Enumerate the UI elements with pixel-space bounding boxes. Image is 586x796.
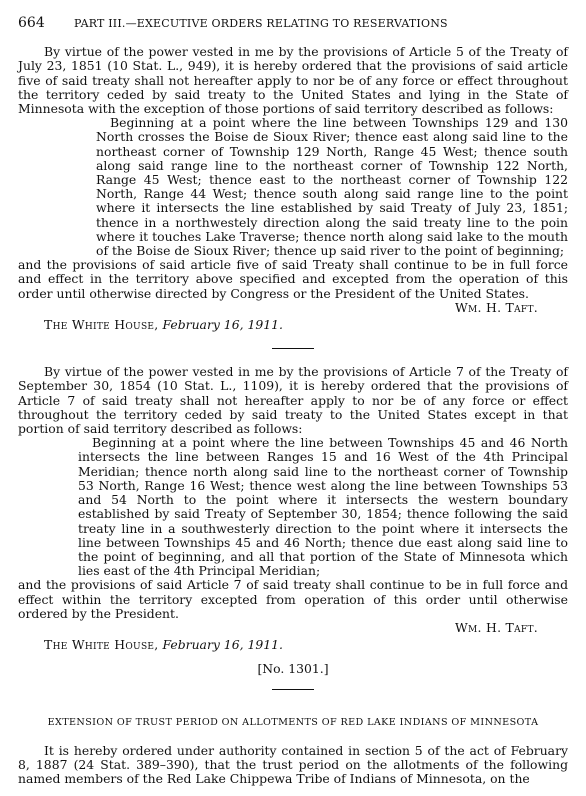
dateline — [18, 638, 568, 652]
order-1301 — [18, 716, 568, 787]
section-divider — [272, 348, 314, 349]
dateline-date: February 16, 1911. — [162, 317, 283, 333]
order-number: [No. 1301.] — [257, 661, 329, 677]
dateline-place: The White House, — [44, 637, 159, 653]
territory-description: Beginning at a point where the line between Townships 129 and 130 North crosses the Boise de Sioux River; thence east along said line to the northeast corner of Township 129 North, Range 45 West; thence south along said range line to the northeast corner of Township 122 North, Range 45 West; thence east to the northeast corner of Township 122 North, Range 44 West; thence south along said range line to the point where it intersects the line established by said Treaty of July 23, 1851; thence in a northwestely direction along the said treaty line to the poin where it touches Lake Traverse; thence north along said lake to the mouth of the Boise de Sioux River; thence up said river to the point of beginning; — [96, 115, 568, 259]
signature: Wm. H. Taft. — [454, 299, 538, 315]
order-closing: and the provisions of said Article 7 of said treaty shall continue to be in full force and effect within the territory excepted from operation of this order until otherwise ordered by the President. — [18, 577, 568, 621]
dateline — [18, 318, 568, 332]
order-intro: By virtue of the power vested in me by the provisions of Article 7 of the Treaty of September 30, 1854 (10 Stat. L., 1109), it is hereby ordered that the provisions of Article 7 of said treaty shall not hereafter apply to nor be of any force or effect throughout the territory ceded by said treaty to the United States except in that portion of said territory described as follows: — [18, 364, 568, 437]
order-article-5 — [18, 45, 568, 332]
page-number: 664 — [18, 15, 45, 31]
order-intro: It is hereby ordered under authority contained in section 5 of the act of February 8, 1887 (24 Stat. 389–390), that the trust period on the allotments of the following named members of the Red Lake Chippewa Tribe of Indians of Minnesota, on the — [18, 742, 568, 787]
section-title: EXTENSION OF TRUST PERIOD ON ALLOTMENTS OF RED LAKE INDIANS OF MINNESOTA — [47, 716, 539, 728]
running-head: PART III.—EXECUTIVE ORDERS RELATING TO RESERVATIONS — [74, 17, 448, 30]
dateline-place: The White House, — [44, 317, 159, 333]
order-closing: and the provisions of said article five of said Treaty shall continue to be in full force and effect in the territory above specified and excepted from the operation of this order until otherwise directed by Congress or the President of the United States. — [18, 257, 568, 301]
dateline-date: February 16, 1911. — [162, 637, 283, 653]
order-intro: By virtue of the power vested in me by the provisions of Article 5 of the Treaty of July 23, 1851 (10 Stat. L., 949), it is hereby ordered that the provisions of said article five of said treaty shall not hereafter apply to nor be of any force or effect throughout the territory ceded by said treaty to the United States and lying in the State of Minnesota with the exception of those portions of said territory described as follows: — [18, 44, 568, 117]
territory-description: Beginning at a point where the line between Townships 45 and 46 North intersects the line between Ranges 15 and 16 West of the 4th Principal Meridian; thence north along said line to the northeast corner of Township 53 North, Range 16 West; thence west along the line between Townships 53 and 54 North to the point where it intersects the western boundary established by said Treaty of September 30, 1854; thence following the said treaty line in a southwesterly direction to the point where it intersects the line between Townships 45 and 46 North; thence due east along said line to the point of beginning, and all that portion of the State of Minnesota which lies east of the 4th Principal Meridian; — [78, 435, 568, 579]
section-divider — [272, 689, 314, 690]
order-article-7 — [18, 365, 568, 652]
signature: Wm. H. Taft. — [454, 619, 538, 635]
page-header — [18, 16, 568, 31]
